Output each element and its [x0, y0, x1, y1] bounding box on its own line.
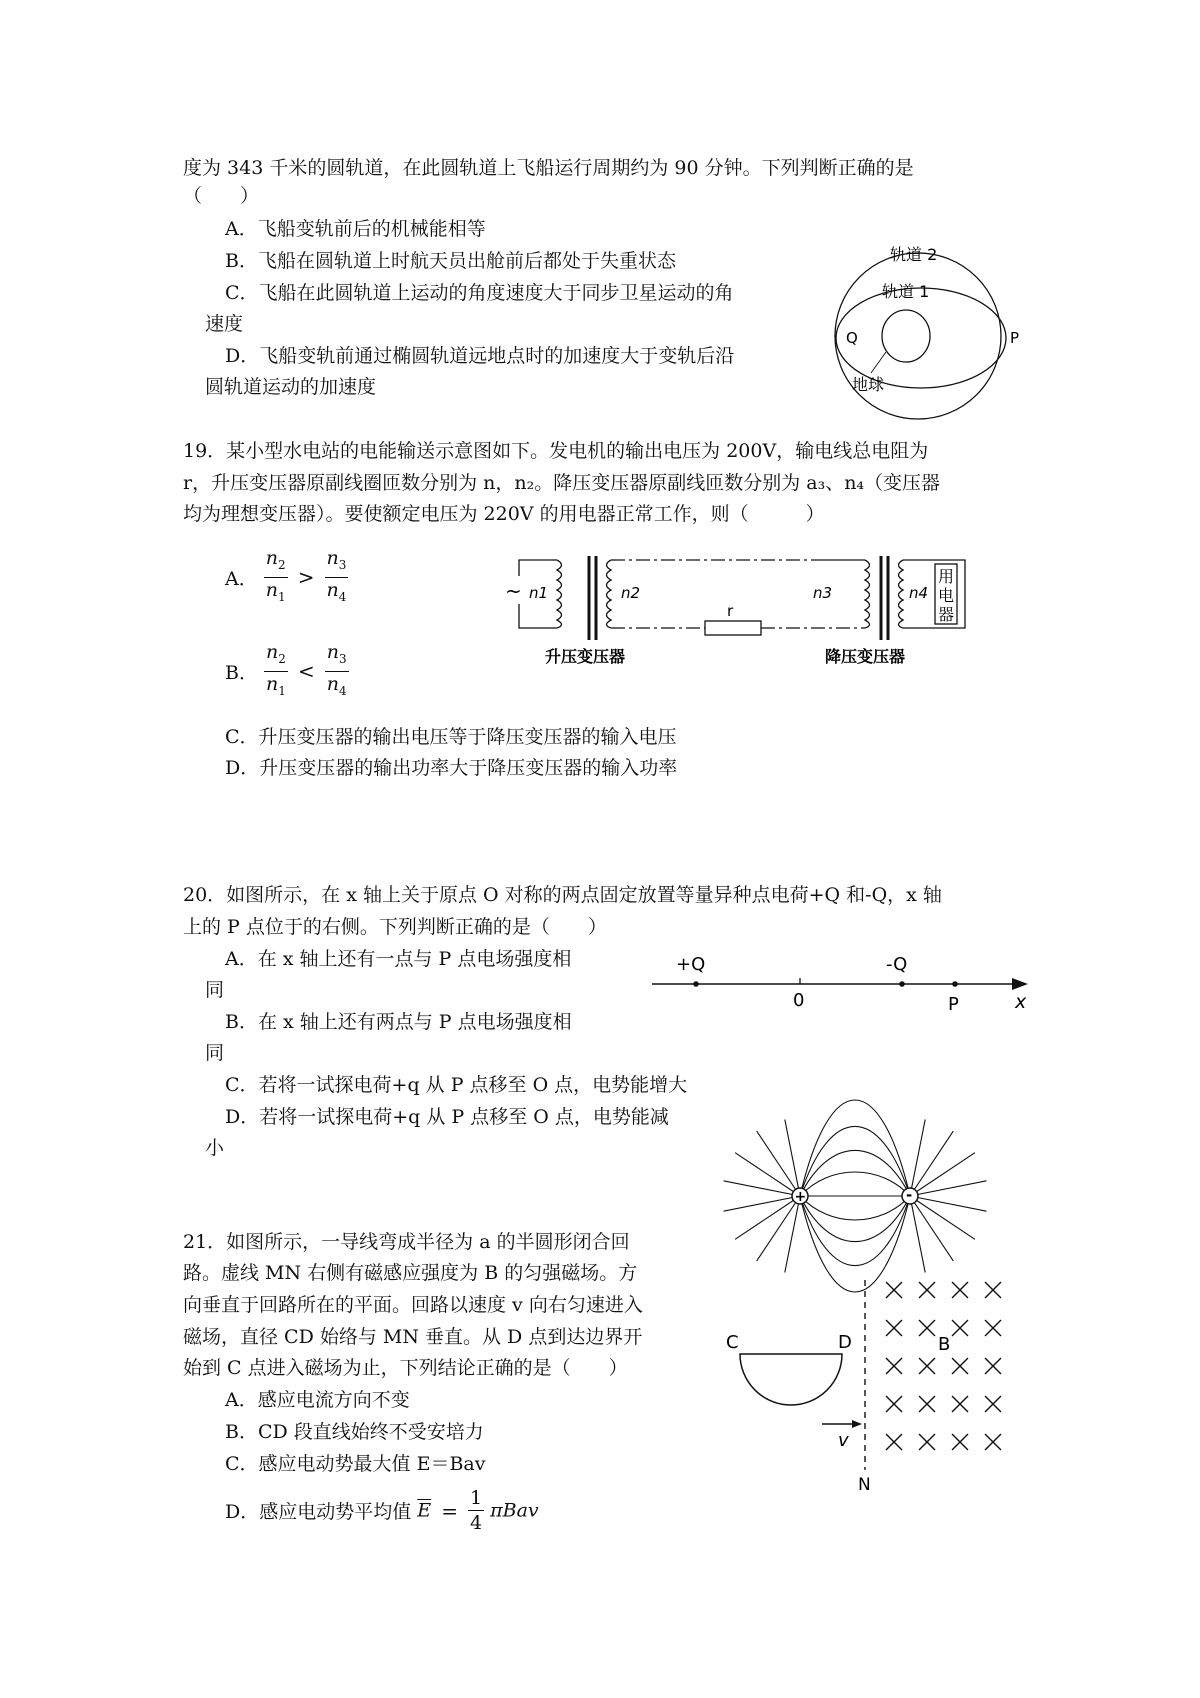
earth-label: 地球 — [852, 375, 885, 394]
minus-q-label: -Q — [886, 954, 908, 975]
q21-stem-line5: 始到 C 点进入磁场为止，下列结论正确的是（ ） — [183, 1357, 628, 1379]
transmission-figure — [505, 548, 980, 673]
earth-circle — [882, 310, 930, 362]
q20-option-d-line2: 小 — [205, 1137, 225, 1159]
q19-option-b: B． $\frac{n_2}{n_1}$ < $\frac{n_3}{n_4}$ — [225, 641, 347, 698]
q21-stem-line4: 磁场，直径 CD 始络与 MN 垂直。从 D 点到达边界开 — [183, 1326, 643, 1348]
semicircle-magnetic-figure — [722, 1278, 1012, 1500]
q19-option-c: C．升压变压器的输出电压等于降压变压器的输入电压 — [225, 726, 677, 748]
dipole-field-lines-figure — [720, 1108, 990, 1284]
q19-stem-line1: 19．某小型水电站的电能输送示意图如下。发电机的输出电压为 200V，输电线总电阻为 — [183, 440, 929, 462]
q19-stem-line3: 均为理想变压器）。要使额定电压为 220V 的用电器正常工作，则（ ） — [183, 503, 825, 525]
origin-label: 0 — [793, 990, 805, 1011]
q20-option-b-line1: B．在 x 轴上还有两点与 P 点电场强度相 — [225, 1011, 572, 1033]
q21-option-d: D．感应电动势平均值 $\overline{E}$ = $\frac{1}{4}$ πBav — [225, 1487, 539, 1534]
load-char-2: 电 — [938, 586, 955, 605]
q20-option-a-line2: 同 — [205, 979, 225, 1001]
load-char-3: 器 — [938, 605, 955, 624]
orbit-2-circle — [835, 253, 1001, 419]
d-label: D — [838, 1332, 852, 1353]
q20-option-d-line1: D．若将一试探电荷+q 从 P 点移至 O 点，电势能减 — [225, 1106, 669, 1128]
resistor-r — [705, 621, 761, 635]
x-axis-charges-figure — [650, 920, 1035, 1015]
orbit-2-label: 轨道 2 — [890, 245, 938, 264]
positive-sign: + — [794, 1189, 807, 1205]
c-label: C — [726, 1332, 739, 1353]
plus-q-label: +Q — [676, 954, 706, 975]
p-point — [952, 981, 958, 987]
n1-label: n1 — [529, 584, 549, 602]
q20-option-a-line1: A．在 x 轴上还有一点与 P 点电场强度相 — [225, 948, 572, 970]
minus-q-point — [899, 981, 905, 987]
q-label: Q — [846, 329, 858, 347]
p-label: P — [948, 994, 959, 1015]
orbit-1-label: 轨道 1 — [882, 282, 930, 301]
n-label: N — [858, 1475, 871, 1495]
q20-option-c: C．若将一试探电荷+q 从 P 点移至 O 点，电势能增大 — [225, 1074, 688, 1096]
negative-sign: - — [906, 1186, 913, 1204]
orbit-1-ellipse — [836, 288, 1006, 388]
r-label: r — [727, 602, 734, 620]
q21-stem-line3: 向垂直于回路所在的平面。回路以速度 v 向右匀速进入 — [183, 1294, 643, 1316]
n3-label: n3 — [813, 584, 833, 602]
q18-option-d-line1: D．飞船变轨前通过椭圆轨道远地点时的加速度大于变轨后沿 — [225, 345, 735, 367]
semicircle-loop — [740, 1354, 842, 1405]
p-label: P — [1010, 329, 1020, 347]
ac-source-label: ~ — [505, 579, 522, 603]
step-down-label: 降压变压器 — [825, 647, 906, 666]
step-up-label: 升压变压器 — [545, 647, 626, 666]
q19-option-a: A． $\frac{n_2}{n_1}$ > $\frac{n_3}{n_4}$ — [225, 547, 347, 604]
q19-option-d: D．升压变压器的输出功率大于降压变压器的输入功率 — [225, 757, 678, 779]
q18-option-c-line1: C．飞船在此圆轨道上运动的角度速度大于同步卫星运动的角 — [225, 282, 734, 304]
q18-option-a: A．飞船变轨前后的机械能相等 — [225, 218, 486, 240]
n4-label: n4 — [909, 584, 929, 602]
plus-q-point — [693, 981, 699, 987]
load-char-1: 用 — [938, 567, 955, 586]
n2-label: n2 — [621, 584, 641, 602]
q21-option-b: B．CD 段直线始终不受安培力 — [225, 1421, 484, 1443]
v-label: v — [838, 1430, 849, 1451]
q20-option-b-line2: 同 — [205, 1042, 225, 1064]
q21-option-a: A．感应电流方向不变 — [225, 1389, 410, 1411]
q20-stem-line2: 上的 P 点位于的右侧。下列判断正确的是（ ） — [183, 916, 607, 938]
b-label: B — [938, 1334, 951, 1355]
orbit-figure — [818, 240, 1018, 425]
x-axis-label: x — [1015, 991, 1027, 1013]
q21-option-c: C．感应电动势最大值 E＝Bav — [225, 1453, 486, 1475]
q18-stem-line1: 度为 343 千米的圆轨道，在此圆轨道上飞船运行周期约为 90 分钟。下列判断正确的是 — [183, 157, 914, 179]
q19-stem-line2: r，升压变压器原副线圈匝数分别为 n，n₂。降压变压器原副线匝数分别为 a₃、n₄（变压器 — [183, 472, 941, 494]
q18-option-b: B．飞船在圆轨道上时航天员出舱前后都处于失重状态 — [225, 250, 676, 272]
q21-stem-line1: 21．如图所示，一导线弯成半径为 a 的半圆形闭合回 — [183, 1231, 630, 1253]
q20-stem-line1: 20．如图所示，在 x 轴上关于原点 O 对称的两点固定放置等量异种点电荷+Q 和-Q，x 轴 — [183, 884, 942, 906]
q18-stem-line2: （ ） — [183, 185, 260, 207]
q18-option-c-line2: 速度 — [205, 313, 244, 335]
q18-option-d-line2: 圆轨道运动的加速度 — [205, 376, 377, 398]
q21-stem-line2: 路。虚线 MN 右侧有磁感应强度为 B 的匀强磁场。方 — [183, 1262, 638, 1284]
